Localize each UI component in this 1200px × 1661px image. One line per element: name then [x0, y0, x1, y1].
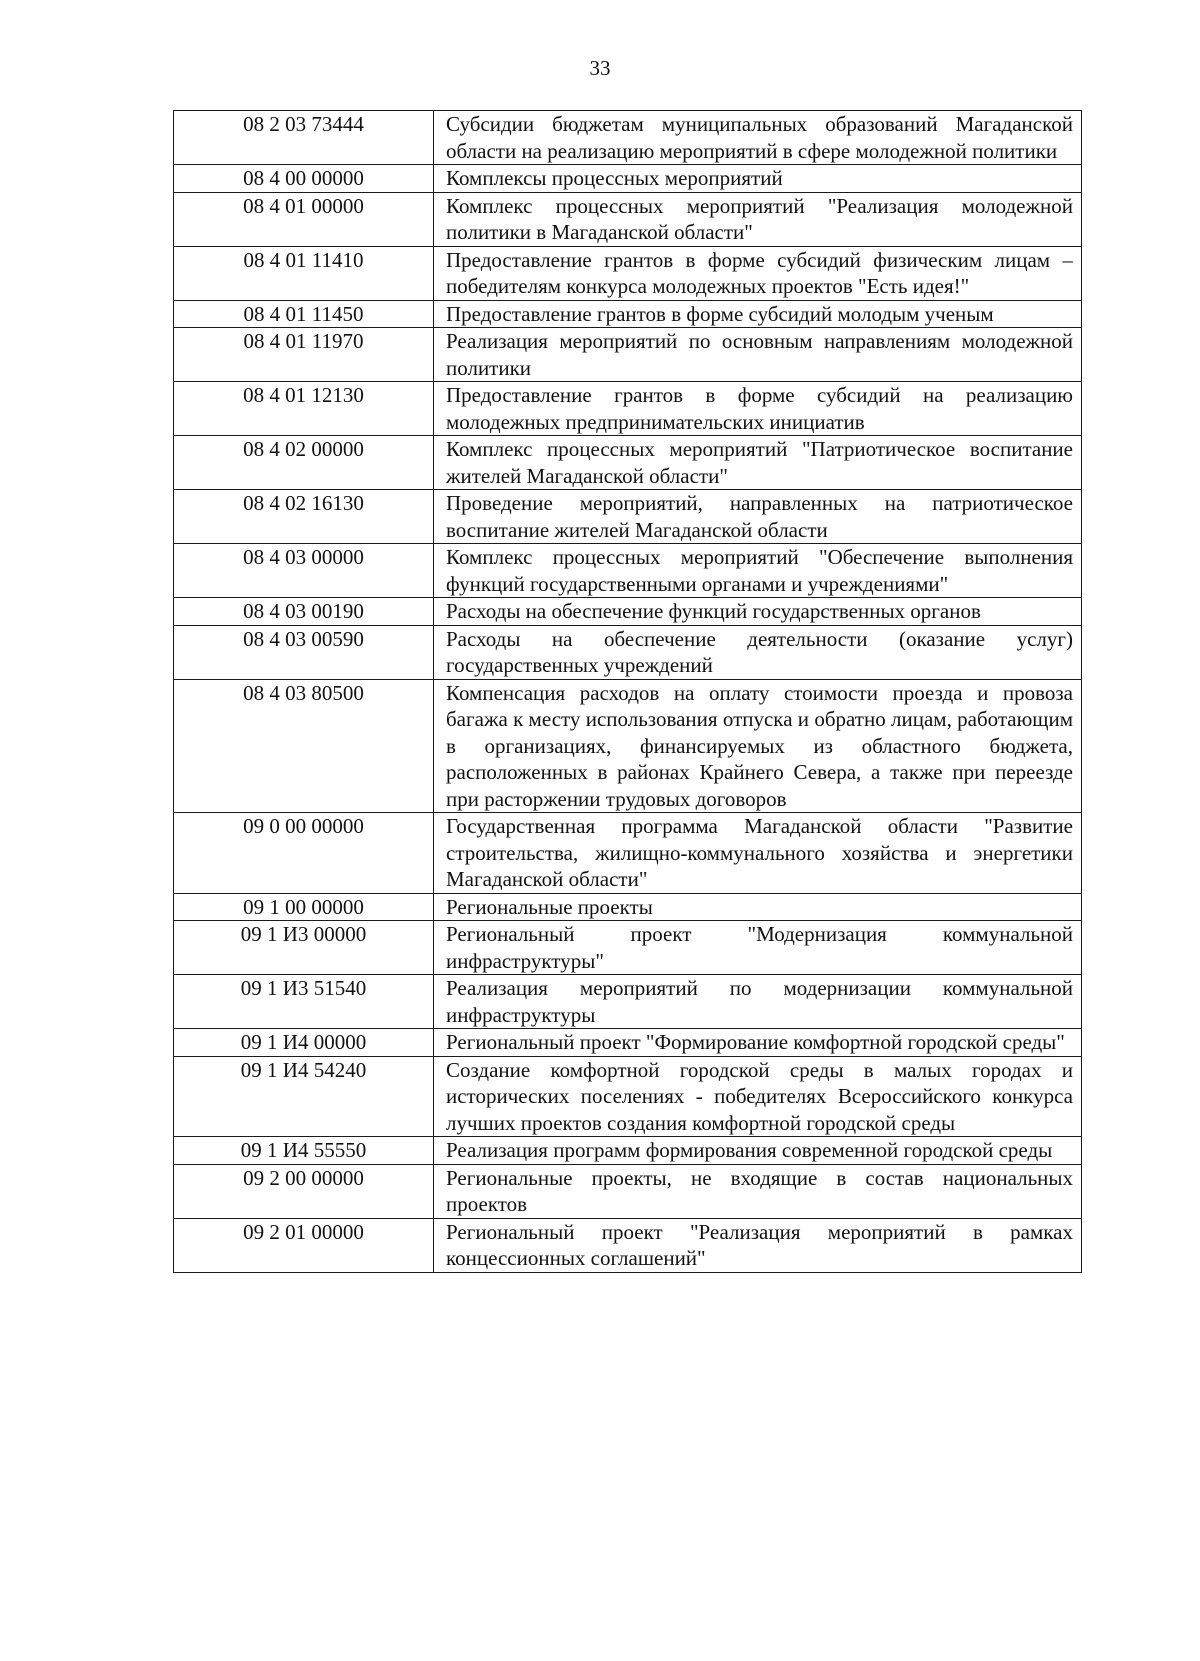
- table-row: [174, 813, 1082, 894]
- row-description: Комплекс процессных мероприятий "Патриотическое воспитание жителей Магаданской области": [434, 436, 1082, 490]
- row-description: Региональные проекты, не входящие в состав национальных проектов: [434, 1164, 1082, 1218]
- row-code: 08 4 01 12130: [174, 382, 434, 436]
- page-number: 33: [589, 56, 611, 80]
- row-code: 08 4 02 00000: [174, 436, 434, 490]
- table-row: [174, 1056, 1082, 1137]
- budget-classification-table: [173, 110, 1082, 1273]
- row-description: Реализация мероприятий по основным направлениям молодежной политики: [434, 328, 1082, 382]
- row-description: Региональный проект "Реализация мероприятий в рамках концессионных соглашений": [434, 1218, 1082, 1272]
- row-description: Комплекс процессных мероприятий "Обеспечение выполнения функций государственными органами и учреждениями": [434, 544, 1082, 598]
- table-row: [174, 300, 1082, 328]
- row-code: 08 4 03 00590: [174, 625, 434, 679]
- row-description: Комплексы процессных мероприятий: [434, 165, 1082, 193]
- row-description: Региональный проект "Модернизация коммунальной инфраструктуры": [434, 921, 1082, 975]
- table-row: [174, 328, 1082, 382]
- table-row: [174, 111, 1082, 165]
- row-description: Реализация программ формирования современной городской среды: [434, 1137, 1082, 1165]
- row-code: 09 1 00 00000: [174, 893, 434, 921]
- row-description: Реализация мероприятий по модернизации коммунальной инфраструктуры: [434, 975, 1082, 1029]
- row-code: 08 4 03 00190: [174, 598, 434, 626]
- row-description: Предоставление грантов в форме субсидий физическим лицам – победителям конкурса молодежных проектов "Есть идея!": [434, 246, 1082, 300]
- table-row: [174, 1137, 1082, 1165]
- row-code: 08 4 03 00000: [174, 544, 434, 598]
- row-description: Предоставление грантов в форме субсидий на реализацию молодежных предпринимательских инициатив: [434, 382, 1082, 436]
- row-description: Компенсация расходов на оплату стоимости проезда и провоза багажа к месту использования отпуска и обратно лицам, работающим в организациях, финансируемых из областного бюджета, расположенных в районах Крайнего Севера, а также при переезде при расторжении трудовых договоров: [434, 679, 1082, 813]
- table-row: [174, 192, 1082, 246]
- row-code: 08 4 01 11450: [174, 300, 434, 328]
- row-description: Государственная программа Магаданской области "Развитие строительства, жилищно-коммунального хозяйства и энергетики Магаданской области": [434, 813, 1082, 894]
- row-description: Региональные проекты: [434, 893, 1082, 921]
- table-row: [174, 1164, 1082, 1218]
- table-row: [174, 246, 1082, 300]
- row-code: 08 4 00 00000: [174, 165, 434, 193]
- table-row: [174, 921, 1082, 975]
- table-row: [174, 893, 1082, 921]
- row-code: 08 4 02 16130: [174, 490, 434, 544]
- row-description: Расходы на обеспечение функций государственных органов: [434, 598, 1082, 626]
- table-row: [174, 1029, 1082, 1057]
- row-code: 09 0 00 00000: [174, 813, 434, 894]
- row-description: Региональный проект "Формирование комфортной городской среды": [434, 1029, 1082, 1057]
- row-code: 09 1 И4 00000: [174, 1029, 434, 1057]
- row-description: Комплекс процессных мероприятий "Реализация молодежной политики в Магаданской области": [434, 192, 1082, 246]
- row-code: 09 1 И3 51540: [174, 975, 434, 1029]
- table-row: [174, 598, 1082, 626]
- row-code: 08 4 01 11410: [174, 246, 434, 300]
- table-row: [174, 165, 1082, 193]
- row-code: 09 1 И4 55550: [174, 1137, 434, 1165]
- table-body: [174, 111, 1082, 1273]
- table-row: [174, 679, 1082, 813]
- row-code: 08 4 01 00000: [174, 192, 434, 246]
- row-description: Создание комфортной городской среды в малых городах и исторических поселениях - победителях Всероссийского конкурса лучших проектов создания комфортной городской среды: [434, 1056, 1082, 1137]
- table-row: [174, 625, 1082, 679]
- row-description: Расходы на обеспечение деятельности (оказание услуг) государственных учреждений: [434, 625, 1082, 679]
- row-code: 09 1 И3 00000: [174, 921, 434, 975]
- table-row: [174, 975, 1082, 1029]
- row-description: Проведение мероприятий, направленных на патриотическое воспитание жителей Магаданской области: [434, 490, 1082, 544]
- row-code: 09 2 00 00000: [174, 1164, 434, 1218]
- table-row: [174, 436, 1082, 490]
- table-row: [174, 1218, 1082, 1272]
- row-code: 08 2 03 73444: [174, 111, 434, 165]
- row-description: Субсидии бюджетам муниципальных образований Магаданской области на реализацию мероприятий в сфере молодежной политики: [434, 111, 1082, 165]
- row-code: 09 2 01 00000: [174, 1218, 434, 1272]
- row-code: 09 1 И4 54240: [174, 1056, 434, 1137]
- row-code: 08 4 03 80500: [174, 679, 434, 813]
- table-row: [174, 544, 1082, 598]
- table-row: [174, 490, 1082, 544]
- row-description: Предоставление грантов в форме субсидий молодым ученым: [434, 300, 1082, 328]
- table-row: [174, 382, 1082, 436]
- row-code: 08 4 01 11970: [174, 328, 434, 382]
